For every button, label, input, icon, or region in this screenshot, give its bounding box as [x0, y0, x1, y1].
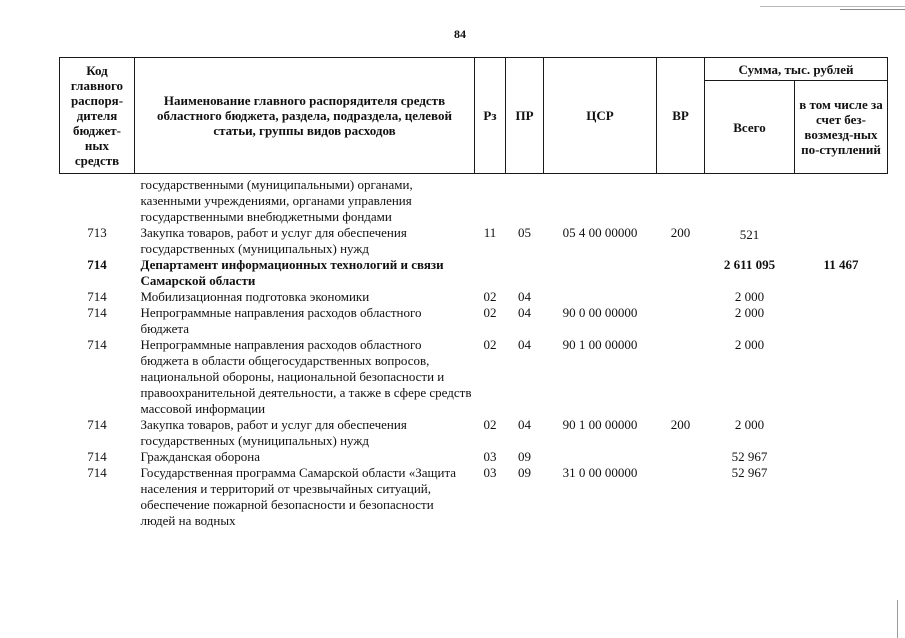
header-total: Всего	[705, 81, 795, 174]
header-vr: ВР	[657, 58, 705, 174]
header-free: в том числе за счет без-возмезд-ных по-ступлений	[795, 81, 888, 174]
row-rz: 02	[483, 305, 497, 320]
table-row	[60, 225, 888, 257]
table-row	[60, 257, 888, 289]
row-code: 714	[87, 465, 107, 480]
row-vr	[657, 257, 705, 289]
row-vr	[657, 465, 705, 529]
row-csr: 31 0 00 00000	[562, 465, 638, 480]
row-rz: 02	[483, 289, 497, 304]
scan-artifact-line	[840, 9, 905, 10]
header-code: Код главного распоря-дителя бюджет-ных средств	[60, 58, 135, 174]
row-code: 714	[87, 337, 107, 352]
row-code: 714	[87, 257, 107, 272]
row-code	[60, 174, 135, 226]
row-rz: 03	[483, 449, 497, 464]
row-rz	[475, 257, 506, 289]
row-csr: 90 0 00 00000	[562, 305, 638, 320]
row-vr	[657, 337, 705, 417]
budget-table	[59, 57, 888, 529]
row-free	[795, 465, 888, 529]
row-name: Департамент информационных технологий и связи Самарской области	[140, 257, 444, 288]
row-pr: 09	[518, 465, 531, 480]
row-rz: 11	[483, 225, 497, 240]
row-vr	[657, 305, 705, 337]
row-name: Закупка товаров, работ и услуг для обеспечения государственных (муниципальных) нужд	[140, 417, 407, 448]
row-pr	[506, 257, 544, 289]
header-row	[60, 58, 888, 81]
row-pr: 04	[518, 337, 531, 352]
table-row	[60, 417, 888, 449]
row-pr: 04	[518, 289, 531, 304]
row-name: Закупка товаров, работ и услуг для обеспечения государственных (муниципальных) нужд	[140, 225, 407, 256]
row-total: 2 000	[734, 417, 765, 432]
row-rz: 02	[483, 337, 497, 352]
row-free	[795, 174, 888, 226]
row-total: 52 967	[731, 465, 768, 480]
row-total: 2 000	[734, 289, 765, 304]
row-total	[705, 174, 795, 226]
row-pr: 04	[518, 417, 531, 432]
scan-artifact-edge	[897, 600, 898, 638]
row-vr: 200	[670, 225, 691, 240]
row-csr: 05 4 00 00000	[562, 225, 638, 240]
page-number: 84	[454, 27, 466, 41]
row-name: Непрограммные направления расходов областного бюджета	[140, 305, 422, 336]
row-code: 714	[87, 449, 107, 464]
table-row	[60, 174, 888, 226]
row-name: Государственная программа Самарской области «Защита населения и территорий от чрезвычайных ситуаций, обеспечение пожарной безопасности и безопасности людей на водных	[140, 465, 457, 528]
row-name: Гражданская оборона	[140, 449, 261, 464]
row-pr: 05	[518, 225, 531, 240]
row-free	[795, 225, 888, 257]
row-vr	[657, 289, 705, 305]
row-vr	[657, 174, 705, 226]
header-sum-group: Сумма, тыс. рублей	[705, 58, 888, 81]
row-free	[795, 305, 888, 337]
header-rz: Рз	[475, 58, 506, 174]
row-free	[795, 449, 888, 465]
table-row	[60, 465, 888, 529]
row-csr	[544, 174, 657, 226]
row-name: государственными (муниципальными) органами, казенными учреждениями, органами управления государственными внебюджетными фондами	[140, 177, 413, 224]
row-rz	[475, 174, 506, 226]
row-csr: 90 1 00 00000	[562, 337, 638, 352]
row-code: 713	[87, 225, 107, 240]
row-free	[795, 417, 888, 449]
row-csr	[544, 257, 657, 289]
row-csr	[544, 289, 657, 305]
row-csr: 90 1 00 00000	[562, 417, 638, 432]
row-code: 714	[87, 305, 107, 320]
table-row	[60, 289, 888, 305]
row-name: Непрограммные направления расходов областного бюджета в области общегосударственных вопросов, национальной обороны, национальной безопасности и правоохранительной деятельности, а также в сфере средств массовой информации	[140, 337, 472, 416]
row-rz: 02	[483, 417, 497, 432]
header-csr: ЦСР	[544, 58, 657, 174]
row-total: 2 000	[734, 305, 765, 320]
scan-artifact-line	[760, 6, 905, 7]
row-total: 2 000	[734, 337, 765, 352]
row-total: 52 967	[731, 449, 768, 464]
row-free: 11 467	[823, 257, 859, 272]
row-pr: 04	[518, 305, 531, 320]
row-vr: 200	[670, 417, 691, 432]
table-row	[60, 449, 888, 465]
row-rz: 03	[483, 465, 497, 480]
row-name: Мобилизационная подготовка экономики	[140, 289, 370, 304]
row-vr	[657, 449, 705, 465]
row-pr: 09	[518, 449, 531, 464]
row-free	[795, 337, 888, 417]
header-name: Наименование главного распорядителя средств областного бюджета, раздела, подраздела, целевой статьи, группы видов расходов	[135, 58, 475, 174]
row-free	[795, 289, 888, 305]
header-pr: ПР	[506, 58, 544, 174]
row-code: 714	[87, 289, 107, 304]
row-total: 521	[739, 227, 760, 242]
row-pr	[506, 174, 544, 226]
row-total: 2 611 095	[723, 257, 776, 272]
table-row	[60, 337, 888, 417]
row-code: 714	[87, 417, 107, 432]
table-row	[60, 305, 888, 337]
row-csr	[544, 449, 657, 465]
